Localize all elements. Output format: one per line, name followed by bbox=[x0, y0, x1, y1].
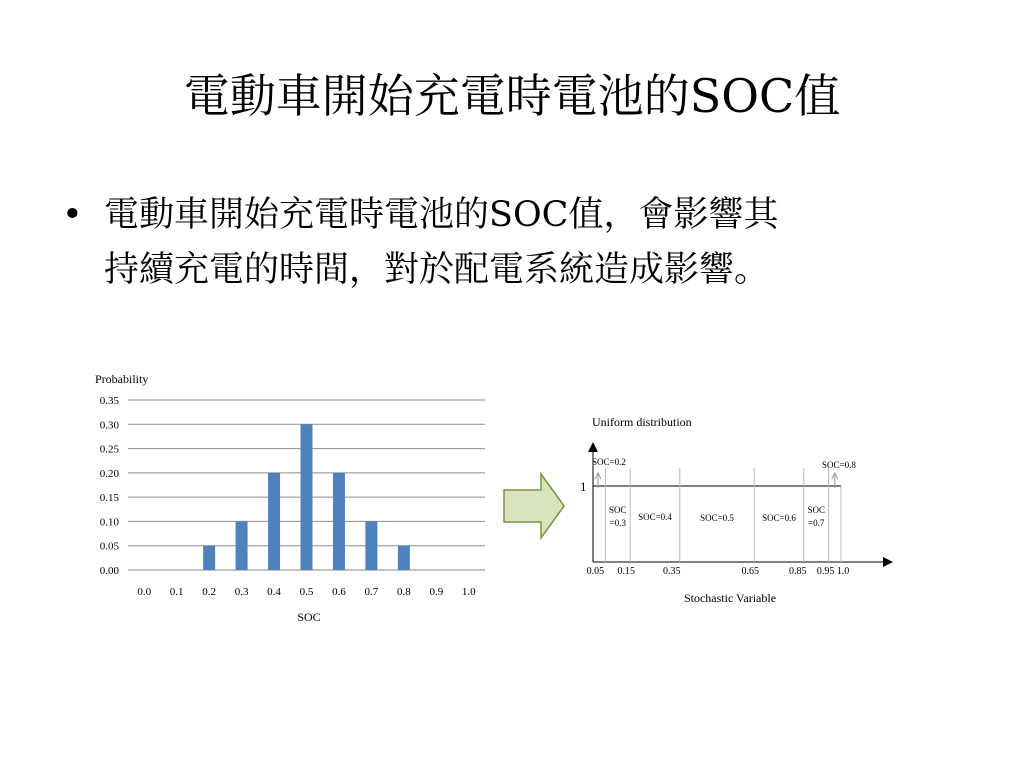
region-label: SOC=0.5 bbox=[700, 513, 734, 523]
x-tick-labels bbox=[137, 586, 476, 598]
y-value-label: 1 bbox=[580, 479, 587, 494]
x-tick-label: 0.7 bbox=[364, 586, 379, 598]
bar bbox=[236, 521, 248, 570]
y-tick-labels bbox=[100, 395, 120, 577]
x-tick-label: 0.15 bbox=[617, 566, 635, 577]
slide-title: 電動車開始充電時電池的SOC值 bbox=[183, 69, 841, 123]
right-arrow-shape bbox=[500, 470, 570, 542]
x-tick-label: 1.0 bbox=[836, 566, 850, 577]
x-tick-label: 0.85 bbox=[789, 566, 807, 577]
x-tick-label: 0.9 bbox=[429, 586, 444, 598]
region-label: SOC bbox=[609, 505, 627, 515]
y-tick-label: 0.10 bbox=[99, 516, 119, 529]
uniform-distribution-diagram bbox=[575, 410, 905, 610]
region-label: SOC=0.4 bbox=[638, 512, 672, 522]
x-axis-label: Stochastic Variable bbox=[683, 591, 777, 605]
y-tick-label: 0.05 bbox=[99, 540, 119, 553]
x-tick-label: 1.0 bbox=[461, 586, 476, 598]
y-tick-label: 0.30 bbox=[99, 419, 119, 432]
x-tick-label: 0.05 bbox=[586, 566, 605, 577]
region-labels bbox=[592, 457, 856, 528]
region-label: SOC=0.2 bbox=[592, 457, 626, 467]
x-tick-label: 0.3 bbox=[234, 586, 249, 598]
bar bbox=[333, 473, 345, 570]
y-tick-label: 0.15 bbox=[99, 492, 119, 505]
x-tick-label: 0.95 bbox=[816, 566, 835, 577]
y-axis-arrowhead bbox=[588, 442, 598, 452]
y-tick-label: 0.20 bbox=[99, 467, 119, 480]
bar bbox=[203, 546, 215, 570]
bullet-line-2: 持續充電的時間，對於配電系統造成影響。 bbox=[104, 250, 770, 290]
x-tick-label: 0.1 bbox=[169, 586, 184, 598]
y-tick-label: 0.25 bbox=[99, 443, 119, 456]
x-tick-labels bbox=[587, 566, 850, 577]
bar bbox=[398, 546, 410, 570]
x-tick-label: 0.2 bbox=[202, 586, 217, 598]
region-label: SOC bbox=[807, 505, 825, 515]
soc-probability-bar-chart bbox=[80, 365, 500, 635]
region-label: =0.3 bbox=[609, 518, 626, 528]
bar bbox=[301, 424, 313, 570]
diagram-title: Uniform distribution bbox=[592, 415, 692, 429]
region-label: SOC=0.6 bbox=[762, 513, 796, 523]
bar bbox=[365, 521, 377, 570]
region-label: SOC=0.8 bbox=[822, 460, 856, 470]
x-tick-label: 0.35 bbox=[663, 566, 681, 577]
x-axis-arrowhead bbox=[883, 557, 893, 567]
region-label: =0.7 bbox=[808, 518, 825, 528]
x-tick-label: 0.0 bbox=[137, 586, 152, 598]
bullet-marker: • bbox=[62, 195, 83, 235]
bullet-line-1: 電動車開始充電時電池的SOC值，會影響其 bbox=[104, 195, 779, 235]
bar bbox=[268, 473, 280, 570]
bullet-text bbox=[104, 188, 974, 298]
y-axis-label: Probability bbox=[95, 372, 149, 386]
x-tick-label: 0.5 bbox=[299, 586, 314, 598]
y-tick-label: 0.35 bbox=[99, 395, 119, 407]
x-tick-label: 0.8 bbox=[396, 586, 411, 598]
x-tick-label: 0.6 bbox=[332, 586, 346, 598]
y-tick-label: 0.00 bbox=[99, 565, 119, 577]
x-tick-label: 0.4 bbox=[267, 586, 281, 598]
x-tick-label: 0.65 bbox=[741, 566, 759, 577]
x-axis-label: SOC bbox=[297, 610, 321, 624]
